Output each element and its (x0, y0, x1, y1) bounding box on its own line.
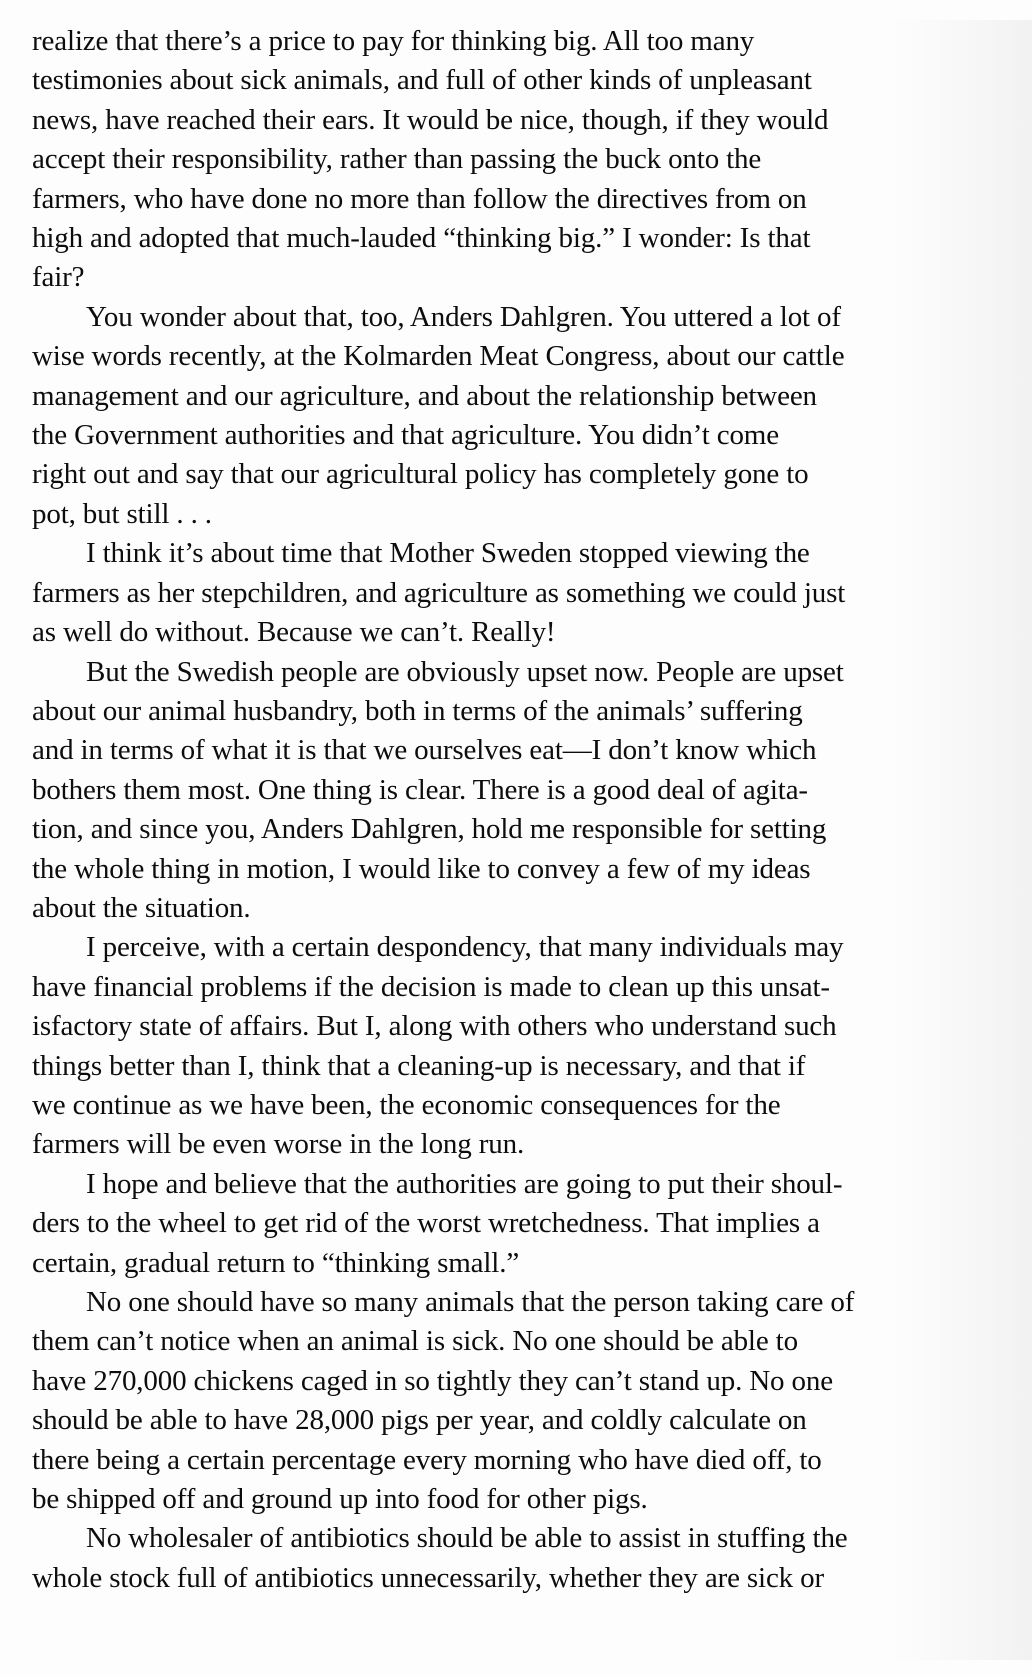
paragraph-start-line: You wonder about that, too, Anders Dahlgren. You uttered a lot of (86, 300, 841, 333)
text-line: whole stock full of antibiotics unnecessarily, whether they are sick or (32, 1561, 824, 1594)
text-line: should be able to have 28,000 pigs per year, and coldly calculate on (32, 1404, 807, 1437)
text-line: ders to the wheel to get rid of the worst wretchedness. That implies a (32, 1207, 820, 1240)
text-line: have 270,000 chickens caged in so tightly they can’t stand up. No one (32, 1364, 833, 1397)
text-line: as well do without. Because we can’t. Really! (32, 616, 556, 649)
text-line: high and adopted that much-lauded “thinking big.” I wonder: Is that (32, 222, 811, 255)
text-line: be shipped off and ground up into food for other pigs. (32, 1483, 648, 1516)
text-line: things better than I, think that a cleaning-up is necessary, and that if (32, 1049, 806, 1082)
paragraph-start-line: I perceive, with a certain despondency, that many individuals may (86, 931, 844, 964)
text-line: pot, but still . . . (32, 497, 212, 530)
paragraph-start-line: I hope and believe that the authorities are going to put their shoul- (86, 1167, 843, 1200)
text-line: testimonies about sick animals, and full of other kinds of unpleasant (32, 64, 812, 97)
text-line: tion, and since you, Anders Dahlgren, hold me responsible for setting (32, 813, 827, 846)
text-line: farmers will be even worse in the long run. (32, 1128, 525, 1161)
text-line: the Government authorities and that agriculture. You didn’t come (32, 419, 779, 452)
text-line: right out and say that our agricultural policy has completely gone to (32, 458, 809, 491)
text-line: fair? (32, 261, 85, 294)
text-line: news, have reached their ears. It would be nice, though, if they would (32, 103, 829, 136)
text-line: isfactory state of affairs. But I, along with others who understand such (32, 1010, 837, 1043)
text-line: farmers, who have done no more than follow the directives from on (32, 182, 807, 215)
text-line: accept their responsibility, rather than passing the buck onto the (32, 143, 762, 176)
paragraph-start-line: But the Swedish people are obviously upset now. People are upset (86, 655, 844, 688)
text-line: there being a certain percentage every morning who have died off, to (32, 1443, 822, 1476)
text-line: them can’t notice when an animal is sick. No one should be able to (32, 1325, 798, 1358)
text-line: certain, gradual return to “thinking small.” (32, 1246, 520, 1279)
text-line: farmers as her stepchildren, and agriculture as something we could just (32, 576, 846, 609)
text-line: management and our agriculture, and about the relationship between (32, 379, 817, 412)
body-text (32, 22, 1002, 1598)
text-line: wise words recently, at the Kolmarden Meat Congress, about our cattle (32, 340, 845, 373)
text-line: have financial problems if the decision is made to clean up this unsat- (32, 970, 830, 1003)
paragraph-start-line: No wholesaler of antibiotics should be able to assist in stuffing the (86, 1522, 848, 1555)
text-line: we continue as we have been, the economic consequences for the (32, 1088, 781, 1121)
text-line: about our animal husbandry, both in terms of the animals’ suffering (32, 694, 803, 727)
text-line: and in terms of what it is that we ourselves eat—I don’t know which (32, 734, 817, 767)
text-line: bothers them most. One thing is clear. There is a good deal of agita- (32, 773, 808, 806)
text-line: about the situation. (32, 891, 251, 924)
text-line: realize that there’s a price to pay for thinking big. All too many (32, 25, 755, 57)
paragraph-start-line: No one should have so many animals that the person taking care of (86, 1286, 855, 1318)
text-line: the whole thing in motion, I would like to convey a few of my ideas (32, 852, 811, 885)
paragraph-start-line: I think it’s about time that Mother Sweden stopped viewing the (86, 537, 810, 570)
